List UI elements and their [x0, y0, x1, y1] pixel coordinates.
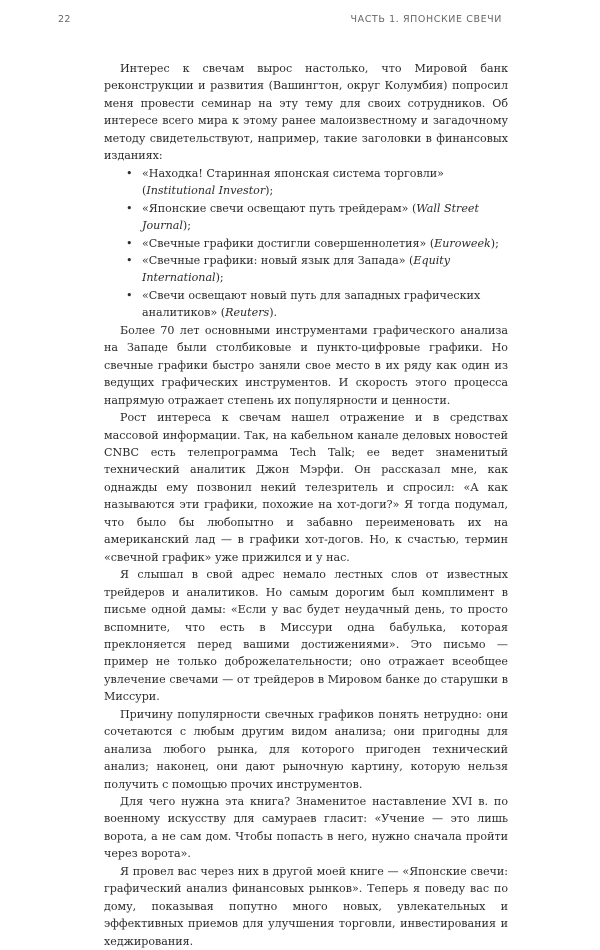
- list-item: [126, 252, 508, 287]
- headline-text: «Свечные графики достигли совершеннолетия» (: [142, 236, 435, 250]
- headline-source: Euroweek: [434, 236, 491, 250]
- headline-end: ).: [269, 306, 278, 320]
- headline-source: Equity International: [142, 253, 450, 285]
- chapter-title: ЧАСТЬ 1. ЯПОНСКИЕ СВЕЧИ: [350, 14, 502, 25]
- list-item: [126, 200, 508, 235]
- headline-end: );: [490, 236, 499, 250]
- page-number: 22: [58, 14, 71, 25]
- headline-source: Reuters: [225, 306, 270, 320]
- headline-source: Wall Street Journal: [142, 201, 479, 233]
- headline-end: );: [182, 219, 191, 233]
- running-header: [58, 14, 502, 25]
- page-body: [104, 60, 508, 950]
- headline-text: «Находка! Старинная японская система торговли» (: [142, 166, 444, 198]
- paragraph-popularity: Причину популярности свечных графиков понять нетрудно: они сочетаются с любым другим видом анализа; они пригодны для анализа любого рынка, для которого пригоден технический анализ; наконец, они дают рыночную картину, которую нельзя получить с помощью прочих инструментов.: [104, 707, 508, 791]
- list-item: [126, 287, 508, 322]
- paragraph-media-interest: Рост интереса к свечам нашел отражение и в средствах массовой информации. Так, на кабельном канале деловых новостей CNBC есть телепрограмма Tech Talk; ее ведет знаменитый технический аналитик Джон Мэрфи. Он рассказал мне, как однажды ему позвонил некий телезритель и спросил: «А как называются эти графики, похожие на хот-доги?» Я тогда подумал, что было бы любопытно и забавно переименовать их на американский лад — в графики хот-догов. Но, к счастью, термин «свечной график» уже прижился и у нас.: [104, 411, 508, 564]
- headline-source: Institutional Investor: [146, 184, 266, 198]
- paragraph-compliments: Я слышал в свой адрес немало лестных слов от известных трейдеров и аналитиков. Но самым дорогим был комплимент в письме одной дамы: «Если у вас будет неудачный день, то просто вспомните, что есть в Миссури одна бабулька, которая преклоняется перед вашими достижениями». Это письмо — пример не только доброжелательности; оно отражает всеобщее увлечение свечами — от трейдеров в Мировом банке до старушки в Миссури.: [104, 568, 508, 704]
- list-item: [126, 235, 508, 252]
- intro-paragraph: Интерес к свечам вырос настолько, что Мировой банк реконструкции и развития (Вашингтон, округ Колумбия) попросил меня провести семинар на эту тему для своих сотрудников. Об интересе всего мира к этому ранее малоизвестному и загадочному методу свидетельствуют, например, такие заголовки в финансовых изданиях:: [104, 62, 508, 163]
- paragraph-charts-history: Более 70 лет основными инструментами графического анализа на Западе были столбиковые и пункто-цифровые графики. Но свечные графики быстро заняли свое место в их ряду как один из ведущих графических инструментов. И скорость этого процесса напрямую отражает степень их популярности и ценности.: [104, 323, 508, 407]
- headline-list: [104, 165, 508, 322]
- headline-text: «Свечи освещают новый путь для западных графических аналитиков» (: [142, 288, 481, 320]
- headline-text: «Свечные графики: новый язык для Запада» (: [142, 253, 414, 267]
- list-item: [126, 165, 508, 200]
- headline-end: );: [265, 184, 274, 198]
- headline-end: );: [215, 271, 224, 285]
- paragraph-purpose: Для чего нужна эта книга? Знаменитое наставление XVI в. по военному искусству для самураев гласит: «Учение — это лишь ворота, а не сам дом. Чтобы попасть в него, нужно сначала пройти через ворота».: [104, 795, 508, 861]
- headline-text: «Японские свечи освещают путь трейдерам» (: [142, 201, 417, 215]
- paragraph-previous-book: Я провел вас через них в другой моей книге — «Японские свечи: графический анализ финансовых рынков». Теперь я поведу вас по дому, показывая попутно много новых, увлекательных и эффективных приемов для улучшения торговли, инвестирования и хеджирования.: [104, 864, 508, 948]
